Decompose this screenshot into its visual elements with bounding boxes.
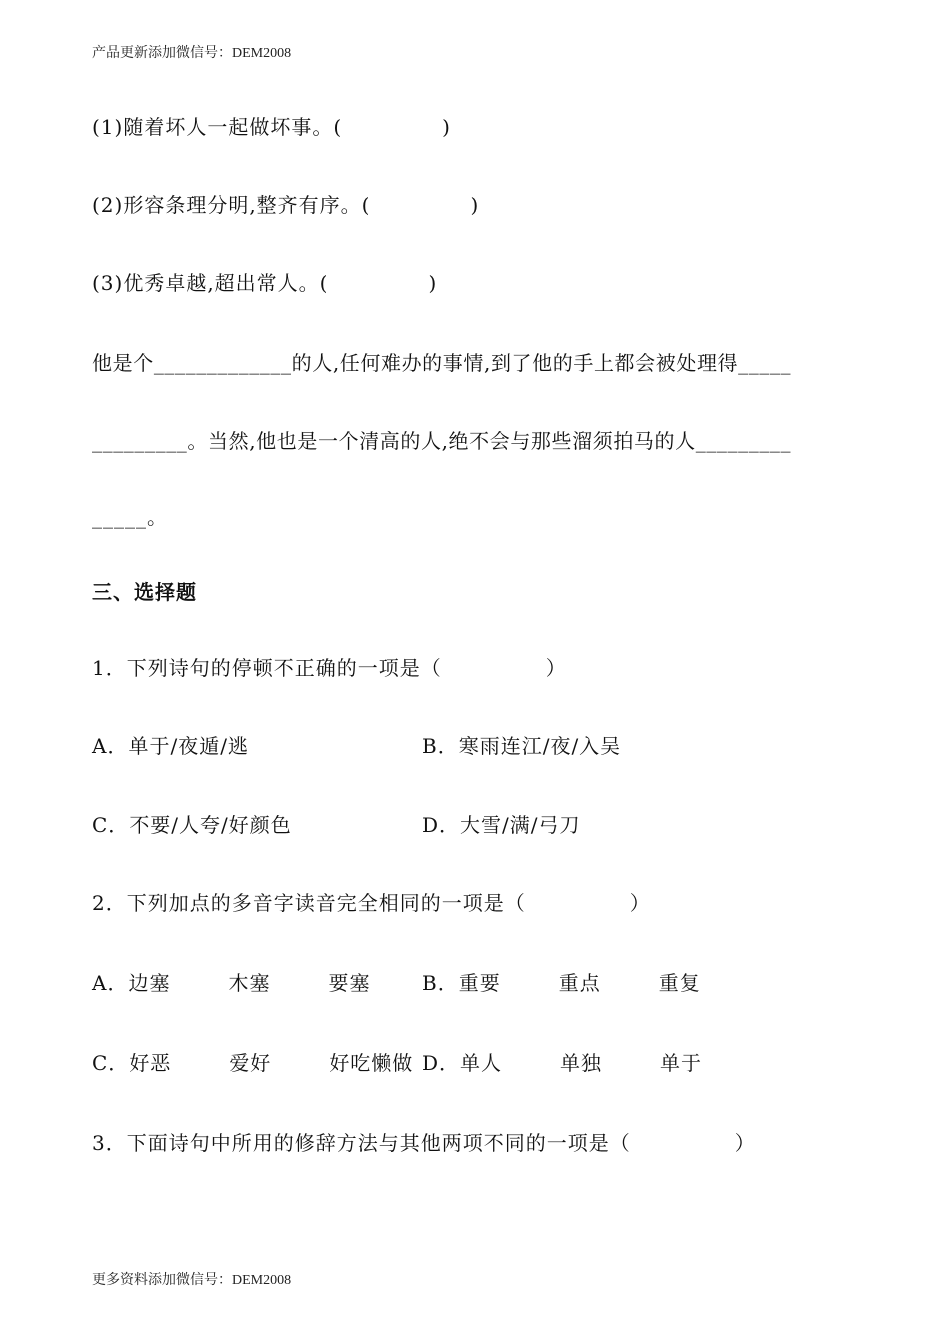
idiom-line-2 — [92, 192, 479, 218]
option-label: C． — [92, 1051, 130, 1075]
option-label: A． — [92, 734, 129, 758]
q2-option-d — [422, 1050, 702, 1076]
fill-blank: _________ — [92, 429, 188, 453]
close-paren: ) — [470, 193, 480, 217]
option-word: 爱好 — [229, 1051, 272, 1075]
question-text: 2．下列加点的多音字读音完全相同的一项是（ — [92, 891, 526, 915]
passage-text: 。当然,他也是一个清高的人,绝不会与那些溜须拍马的人 — [187, 429, 696, 453]
question-text: 1．下列诗句的停顿不正确的一项是（ — [92, 656, 442, 680]
option-word: 单独 — [560, 1051, 603, 1075]
page-header: 产品更新添加微信号：DEM2008 — [92, 46, 292, 61]
question-3-stem — [92, 1130, 756, 1156]
q2-option-b — [422, 970, 701, 996]
close-paren: ) — [442, 115, 451, 139]
idiom-line-1 — [92, 114, 451, 140]
option-label: B． — [422, 971, 459, 995]
idiom-text: (3)优秀卓越,超出常人。( — [92, 271, 329, 295]
option-word: 重点 — [558, 971, 601, 995]
question-1-stem — [92, 655, 567, 681]
question-2-stem — [92, 890, 651, 916]
option-word: 好恶 — [129, 1051, 172, 1075]
passage-line-3 — [92, 504, 168, 530]
q2-option-a — [92, 970, 370, 996]
passage-text: 。 — [147, 505, 168, 529]
option-text: 不要/人夸/好颜色 — [129, 813, 292, 837]
option-word: 重要 — [458, 971, 501, 995]
idiom-text: (2)形容条理分明,整齐有序。( — [92, 193, 371, 217]
fill-blank: _________ — [695, 429, 792, 453]
option-word: 单人 — [460, 1051, 503, 1075]
option-text: 寒雨连江/夜/入吴 — [458, 734, 622, 758]
q1-option-c — [92, 812, 292, 838]
section-title: 三、选择题 — [92, 580, 197, 604]
passage-line-1 — [92, 350, 791, 376]
option-label: C． — [92, 813, 130, 837]
q1-option-d — [422, 812, 581, 838]
idiom-text: (1)随着坏人一起做坏事。( — [92, 115, 343, 139]
fill-blank: _____________ — [153, 351, 292, 375]
passage-text: 他是个 — [92, 351, 154, 375]
option-word: 重复 — [658, 971, 701, 995]
option-word: 好吃懒做 — [329, 1051, 414, 1075]
close-paren: ） — [545, 656, 567, 680]
option-text: 大雪/满/弓刀 — [460, 813, 581, 837]
option-label: A． — [92, 971, 129, 995]
option-word: 边塞 — [128, 971, 171, 995]
option-word: 木塞 — [228, 971, 271, 995]
option-label: B． — [422, 734, 459, 758]
close-paren: ) — [428, 271, 438, 295]
fill-blank: _____ — [92, 505, 147, 529]
question-text: 3．下面诗句中所用的修辞方法与其他两项不同的一项是（ — [92, 1131, 631, 1155]
q2-option-c — [92, 1050, 413, 1076]
passage-text: 的人,任何难办的事情,到了他的手上都会被处理得 — [291, 351, 739, 375]
q1-option-a — [92, 733, 249, 759]
idiom-line-3 — [92, 270, 437, 296]
option-text: 单于/夜遁/逃 — [128, 734, 249, 758]
option-label: D． — [422, 813, 461, 837]
option-word: 单于 — [660, 1051, 703, 1075]
q1-option-b — [422, 733, 621, 759]
page-footer: 更多资料添加微信号：DEM2008 — [92, 1273, 292, 1288]
fill-blank: _____ — [738, 351, 792, 375]
close-paren: ） — [629, 891, 651, 915]
option-word: 要塞 — [328, 971, 371, 995]
passage-line-2 — [92, 428, 791, 454]
option-label: D． — [422, 1051, 461, 1075]
close-paren: ） — [734, 1131, 756, 1155]
